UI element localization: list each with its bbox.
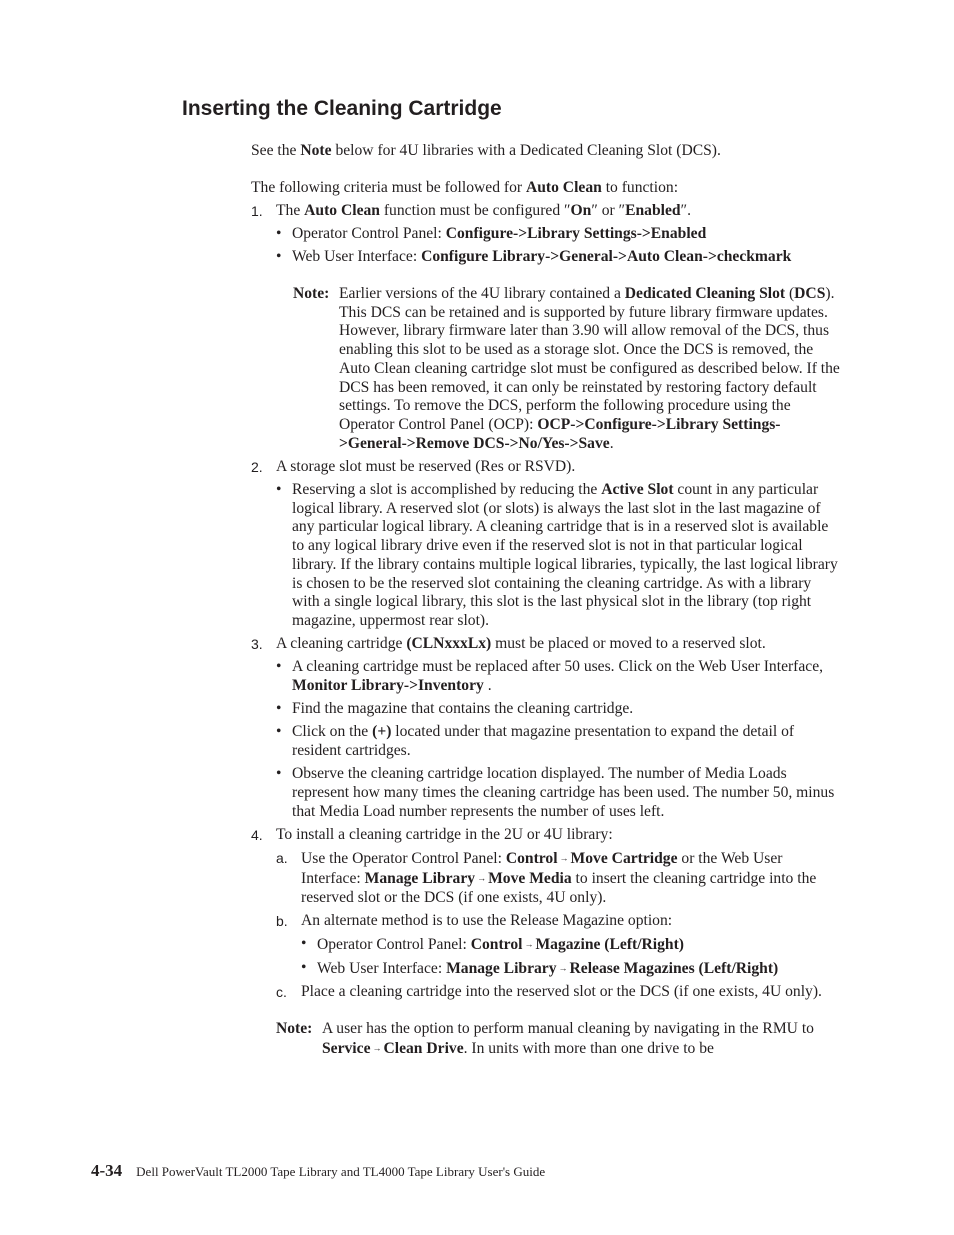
substep-letter: c. (276, 984, 287, 1001)
step-text: To install a cleaning cartridge in the 2U or 4U library: (276, 826, 613, 843)
substep-letter: a. (276, 850, 288, 867)
list-item: • Operator Control Panel: Control → Magazine (Left/Right) (301, 935, 684, 954)
arrow-right-icon: → (524, 939, 534, 950)
note-label: Note: (293, 285, 330, 303)
bullet-icon: • (276, 723, 282, 741)
bullet-icon: • (276, 700, 282, 718)
bullet-icon: • (276, 765, 282, 783)
note-text: Earlier versions of the 4U library contained a Dedicated Cleaning Slot (DCS). This DCS can be retained and is supported by future library firmware updates. However, library firmware later than 3.90 will allow removal of the DCS, thus enabling this slot to be used as a storage slot. Once the DCS is removed, the Auto Clean cleaning cartridge slot must be configured as described below. If the DCS has been removed, it can only be reinstated by restoring factory default settings. To remove the DCS, perform the following procedure using the Operator Control Panel (OCP): OCP->Configure->Library Settings->General->Remove DCS->No/Yes->Save. (339, 285, 840, 452)
section-body (251, 142, 841, 1059)
list-item: • Web User Interface: Configure Library->General->Auto Clean->checkmark (276, 248, 792, 266)
book-title: Dell PowerVault TL2000 Tape Library and TL4000 Tape Library User's Guide (136, 1164, 546, 1179)
list-item: • Reserving a slot is accomplished by reducing the Active Slot count in any particular logical library. A reserved slot (or slots) is always the last slot in the last magazine of any particular logical library. A cleaning cartridge that is in a reserved slot is available to any logical library drive even if the reserved slot is not in that particular logical library. If the library contains multiple logical libraries, typically, the last logical library is chosen to be the reserved slot containing the cleaning cartridge. As with a library with a single logical library, this slot is the last physical slot in the library (top right magazine, uppermost rear slot). (276, 481, 838, 629)
list-item: • A cleaning cartridge must be replaced after 50 uses. Click on the Web User Interface, Monitor Library->Inventory . (276, 658, 824, 695)
arrow-right-icon: → (372, 1042, 382, 1053)
manual-cleaning-note (276, 1020, 841, 1058)
step-text: A cleaning cartridge (CLNxxxLx) must be placed or moved to a reserved slot. (276, 635, 766, 653)
arrow-right-icon: → (559, 853, 569, 864)
bullet-icon: • (276, 481, 282, 499)
note-label: Note: (276, 1020, 313, 1038)
note-text: A user has the option to perform manual cleaning by navigating in the RMU to Service → Clean Drive. In units with more than one drive to be (322, 1020, 814, 1057)
step-text: The Auto Clean function must be configured ″On″ or ″Enabled″. (276, 201, 691, 219)
arrow-right-icon: → (477, 872, 487, 883)
bullet-icon: • (276, 658, 282, 676)
step-number: 3. (251, 636, 263, 653)
page-number: 4-34 (91, 1161, 123, 1180)
dcs-note (293, 285, 841, 453)
list-item: • Observe the cleaning cartridge location displayed. The number of Media Loads represent how many times the cleaning cartridge has been used. The number 50, minus that Media Load number represents the number of uses left. (276, 765, 835, 820)
substep-c: c. Place a cleaning cartridge into the reserved slot or the DCS (if one exists, 4U only). (276, 983, 822, 1001)
step-4 (251, 826, 841, 845)
step-2 (251, 458, 841, 477)
list-item: • Find the magazine that contains the cleaning cartridge. (276, 700, 634, 718)
step-text: A storage slot must be reserved (Res or RSVD). (276, 457, 576, 475)
step-3 (251, 635, 841, 654)
step-number: 2. (251, 458, 263, 475)
substep-b: b. An alternate method is to use the Release Magazine option: (276, 911, 673, 929)
step-1 (251, 202, 841, 221)
list-item: • Operator Control Panel: Configure->Library Settings->Enabled (276, 225, 707, 243)
bullet-icon: • (276, 248, 282, 266)
list-item: • Web User Interface: Manage Library → Release Magazines (Left/Right) (301, 959, 779, 978)
substep-a: a. Use the Operator Control Panel: Control → Move Cartridge or the Web User Interface: Manage Library → Move Media to insert the cleaning cartridge into the reserved slot or the DCS (if one exists, 4U only). (276, 850, 817, 906)
substep-letter: b. (276, 912, 288, 929)
criteria-paragraph: The following criteria must be followed for Auto Clean to function: (251, 178, 679, 196)
step-number: 4. (251, 827, 263, 843)
page-footer (91, 1162, 545, 1181)
section-heading: Inserting the Cleaning Cartridge (182, 97, 502, 120)
arrow-right-icon: → (558, 963, 568, 974)
bullet-icon: • (276, 225, 282, 243)
intro-paragraph: See the Note below for 4U libraries with a Dedicated Cleaning Slot (DCS). (251, 142, 721, 159)
list-item: • Click on the (+) located under that magazine presentation to expand the detail of resident cartridges. (276, 723, 795, 760)
bullet-icon: • (301, 935, 307, 953)
step-number: 1. (251, 202, 263, 219)
bullet-icon: • (301, 959, 307, 977)
